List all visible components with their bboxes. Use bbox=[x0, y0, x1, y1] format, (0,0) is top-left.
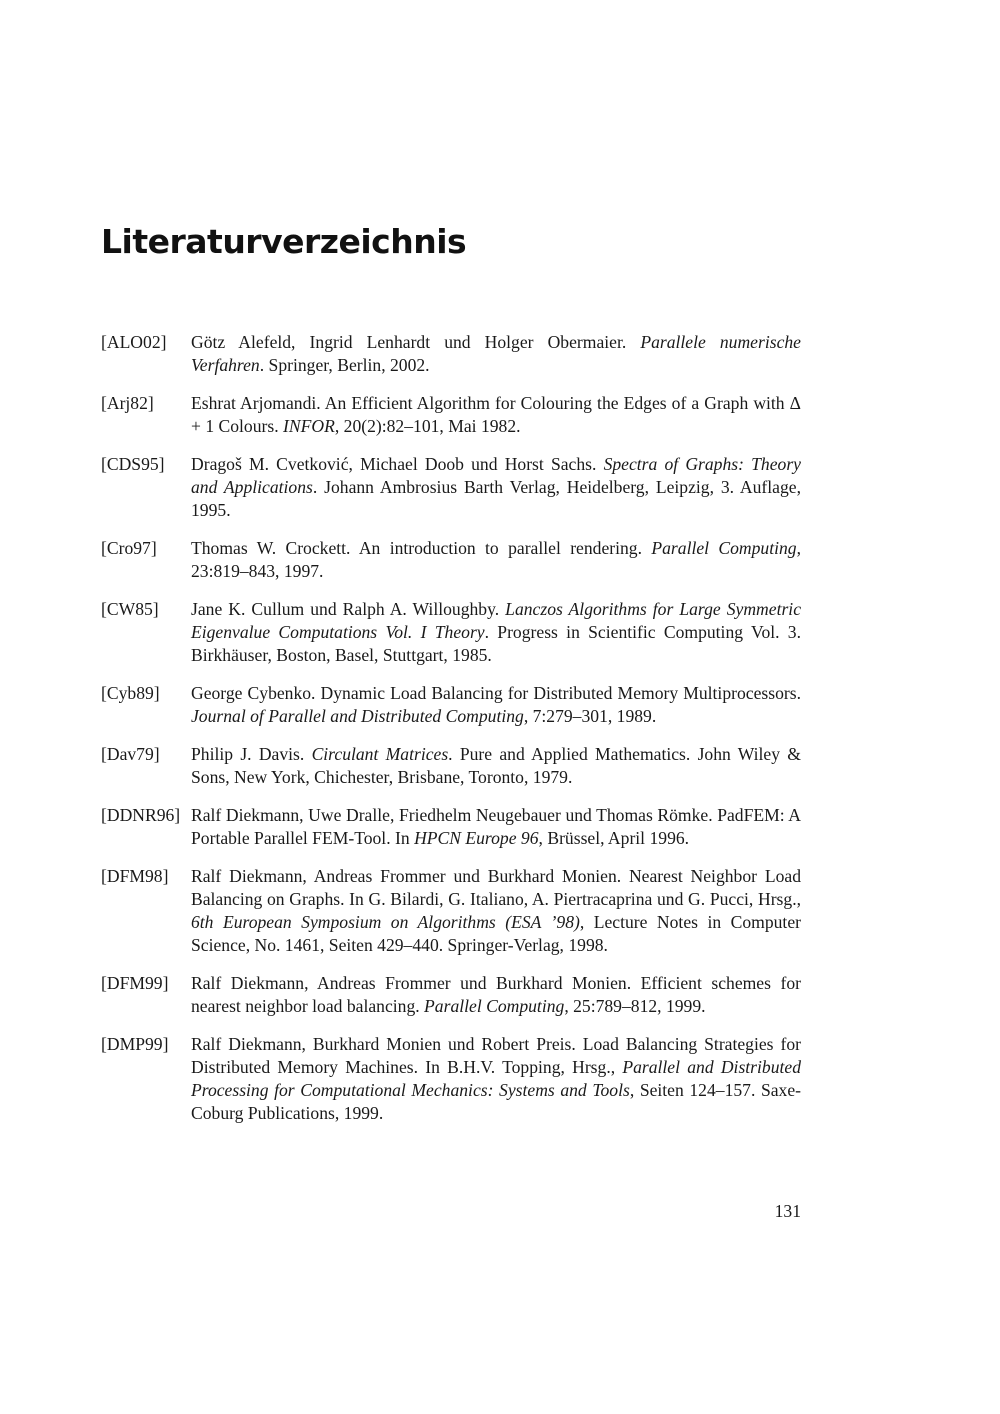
citation-title-italic: Parallel and Distributed Processing for Computational Mechanics: Systems and Tools bbox=[191, 1057, 801, 1100]
bibliography-entry bbox=[101, 1033, 801, 1125]
citation-text-segment: , Seiten 124–157. Saxe-Coburg Publications, 1999. bbox=[191, 1080, 802, 1123]
bibliography-entry bbox=[101, 598, 801, 667]
citation-title-italic: Journal of Parallel and Distributed Computing bbox=[191, 706, 524, 726]
citation-text-segment: , 20(2):82–101, Mai 1982. bbox=[334, 416, 521, 436]
citation-key: [DFM98] bbox=[101, 866, 169, 886]
citation-text-segment: Philip J. Davis. bbox=[191, 744, 312, 764]
bibliography-entry bbox=[101, 972, 801, 1018]
citation-text bbox=[191, 453, 801, 522]
citation-text-segment: Götz Alefeld, Ingrid Lenhardt und Holger Obermaier. bbox=[191, 332, 641, 352]
citation-key: [Cro97] bbox=[101, 538, 157, 558]
bibliography-entry bbox=[101, 537, 801, 583]
citation-text-segment: , 25:789–812, 1999. bbox=[564, 996, 706, 1016]
citation-title-italic: Parallel Computing bbox=[424, 996, 565, 1016]
citation-key: [DDNR96] bbox=[101, 805, 181, 825]
bibliography-entry bbox=[101, 453, 801, 522]
citation-key: [Dav79] bbox=[101, 744, 160, 764]
citation-title-italic: Lanczos Algorithms for Large Symmetric Eigenvalue Computations Vol. I Theory bbox=[191, 599, 802, 642]
citation-title-italic: Circulant Matrices bbox=[311, 744, 449, 764]
citation-key: [Arj82] bbox=[101, 393, 154, 413]
citation-text bbox=[191, 331, 801, 377]
citation-key: [Cyb89] bbox=[101, 683, 160, 703]
bibliography-entry bbox=[101, 392, 801, 438]
citation-key: [DMP99] bbox=[101, 1034, 169, 1054]
citation-title-italic: Spectra of Graphs: Theory and Applications bbox=[191, 454, 801, 497]
citation-text-segment: Ralf Diekmann, Burkhard Monien und Robert Preis. Load Balancing Strategies for Distributed Memory Machines. In B.H.V. Topping, Hrsg., bbox=[191, 1034, 801, 1077]
citation-text bbox=[191, 743, 801, 789]
citation-key: [ALO02] bbox=[101, 332, 167, 352]
page-number: 131 bbox=[774, 1201, 801, 1221]
bibliography-entry bbox=[101, 682, 801, 728]
citation-title-italic: INFOR bbox=[283, 416, 335, 436]
citation-text-segment: Ralf Diekmann, Andreas Frommer und Burkhard Monien. Efficient schemes for nearest neighbor load balancing. bbox=[191, 973, 801, 1016]
citation-text-segment: . Progress in Scientific Computing Vol. 3. Birkhäuser, Boston, Basel, Stuttgart, 1985. bbox=[191, 622, 802, 665]
citation-text-segment: , 23:819–843, 1997. bbox=[191, 538, 801, 581]
citation-text-segment: Ralf Diekmann, Uwe Dralle, Friedhelm Neugebauer und Thomas Römke. PadFEM: A Portable Parallel FEM-Tool. In bbox=[191, 805, 801, 848]
citation-text-segment: Dragoš M. Cvetković, Michael Doob und Horst Sachs. bbox=[191, 454, 604, 474]
citation-text bbox=[191, 392, 801, 438]
citation-title-italic: 6th European Symposium on Algorithms (ESA ’98) bbox=[191, 912, 580, 932]
bibliography-entry bbox=[101, 865, 801, 957]
citation-title-italic: Parallel Computing bbox=[651, 538, 797, 558]
citation-text bbox=[191, 972, 801, 1018]
citation-key: [DFM99] bbox=[101, 973, 169, 993]
citation-text bbox=[191, 682, 801, 728]
citation-title-italic: HPCN Europe 96 bbox=[414, 828, 539, 848]
citation-key: [CW85] bbox=[101, 599, 159, 619]
citation-key: [CDS95] bbox=[101, 454, 165, 474]
citation-text-segment: Eshrat Arjomandi. An Efficient Algorithm for Colouring the Edges of a Graph with Δ + 1 Colours. bbox=[191, 393, 801, 436]
citation-text-segment: . Pure and Applied Mathematics. John Wiley & Sons, New York, Chichester, Brisbane, Toronto, 1979. bbox=[191, 744, 801, 787]
citation-text-segment: . Johann Ambrosius Barth Verlag, Heidelberg, Leipzig, 3. Auflage, 1995. bbox=[191, 477, 801, 520]
citation-text-segment: . Springer, Berlin, 2002. bbox=[259, 355, 430, 375]
citation-text bbox=[191, 865, 801, 957]
citation-text-segment: , Brüssel, April 1996. bbox=[538, 828, 690, 848]
citation-text bbox=[191, 1033, 801, 1125]
citation-text-segment: , Lecture Notes in Computer Science, No. 1461, Seiten 429–440. Springer-Verlag, 1998. bbox=[191, 912, 801, 955]
citation-text-segment: Jane K. Cullum und Ralph A. Willoughby. bbox=[191, 599, 506, 619]
citation-text bbox=[191, 598, 801, 667]
bibliography-entry bbox=[101, 743, 801, 789]
citation-text-segment: Ralf Diekmann, Andreas Frommer und Burkhard Monien. Nearest Neighbor Load Balancing on Graphs. In G. Bilardi, G. Italiano, A. Piertracaprina und G. Pucci, Hrsg., bbox=[191, 866, 801, 909]
bibliography-entry bbox=[101, 331, 801, 377]
citation-text-segment: George Cybenko. Dynamic Load Balancing for Distributed Memory Multiprocessors. bbox=[191, 683, 801, 703]
citation-text bbox=[191, 804, 801, 850]
citation-text bbox=[191, 537, 801, 583]
citation-text-segment: , 7:279–301, 1989. bbox=[523, 706, 657, 726]
bibliography-entry bbox=[101, 804, 801, 850]
bibliography-list bbox=[101, 331, 801, 1140]
chapter-title: Literaturverzeichnis bbox=[101, 222, 467, 261]
citation-title-italic: Parallele numerische Verfahren bbox=[191, 332, 801, 375]
citation-text-segment: Thomas W. Crockett. An introduction to parallel rendering. bbox=[191, 538, 652, 558]
